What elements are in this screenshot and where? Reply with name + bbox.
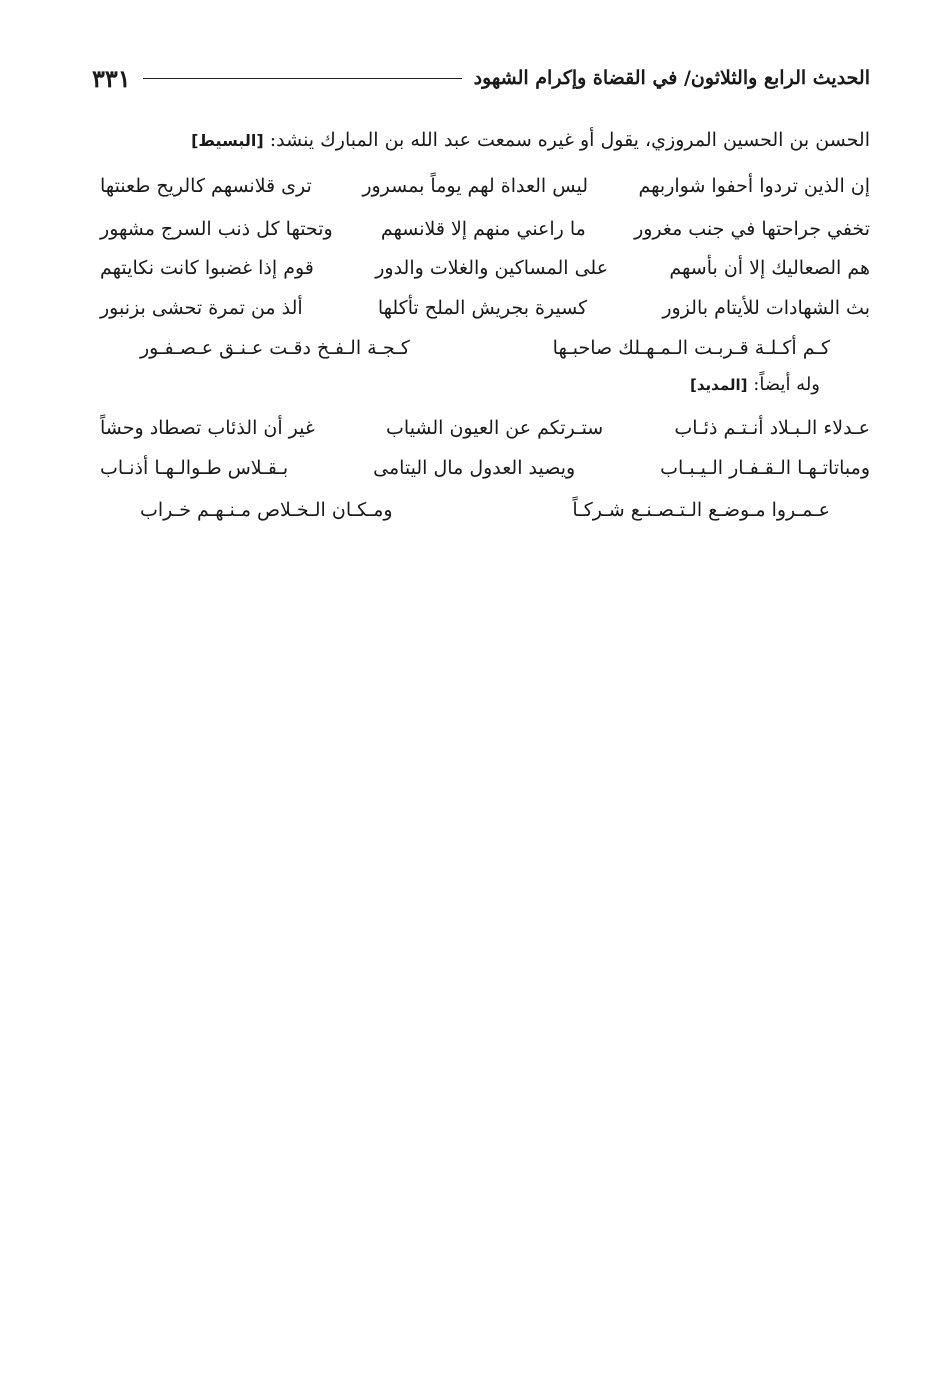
subheading-text: وله أيضاً: bbox=[753, 374, 820, 395]
header-rule bbox=[143, 78, 462, 79]
verse-row bbox=[100, 248, 870, 288]
header-title: الحديث الرابع والثلاثون/ في القضاة وإكرام الشهود bbox=[473, 67, 870, 89]
verse-hemistich-right: تخفي جراحتها في جنب مغرور bbox=[634, 218, 870, 240]
verse-row bbox=[100, 408, 870, 448]
verse-hemistich-left: ترى قلانسهم كالريح طعنتها bbox=[100, 175, 312, 197]
verse-hemistich-right: عـمـروا مـوضـع الـتـصـنـع شـركـاً bbox=[572, 499, 830, 521]
verse-hemistich-middle: ويصيد العدول مال اليتامى bbox=[373, 457, 576, 479]
verse-hemistich-left: قوم إذا غضبوا كانت نكايتهم bbox=[100, 257, 314, 279]
verse-row bbox=[100, 448, 870, 488]
verse-hemistich-left: كـجـة الـفـخ دقـت عـنـق عـصـفـور bbox=[140, 337, 410, 359]
verse-hemistich-left: وتحتها كل ذنب السرج مشهور bbox=[100, 218, 333, 240]
subheading-meter: [المديد] bbox=[690, 376, 748, 394]
verse-row bbox=[100, 166, 870, 206]
verse-hemistich-middle: ستـرتكم عن العيون الشياب bbox=[386, 417, 604, 439]
verse-hemistich-right: هم الصعاليك إلا أن بأسهم bbox=[669, 257, 870, 279]
verse-row-centered bbox=[140, 328, 830, 368]
verse-hemistich-middle: كسيرة بجريش الملح تأكلها bbox=[377, 297, 588, 319]
page-number: ٣٣١ bbox=[92, 63, 131, 93]
verse-hemistich-middle: على المساكين والغلات والدور bbox=[375, 257, 609, 279]
verse-hemistich-left: ومـكـان الـخـلاص مـنـهـم خـراب bbox=[140, 499, 393, 521]
subheading bbox=[100, 368, 820, 402]
verse-hemistich-right: ومباتاتـهـا الـقـفـار الـيـبـاب bbox=[660, 457, 870, 479]
intro-text: الحسن بن الحسين المروزي، يقول أو غيره سمعت عبد الله بن المبارك ينشد: bbox=[269, 129, 870, 151]
intro-line bbox=[100, 122, 870, 159]
verse-hemistich-left: بـقـلاس طـوالـهـا أذنـاب bbox=[100, 457, 289, 479]
verse-row-centered bbox=[140, 490, 830, 530]
verse-hemistich-left: غير أن الذئاب تصطاد وحشاً bbox=[100, 417, 315, 439]
verse-hemistich-middle: ليس العداة لهم يوماً بمسرور bbox=[362, 175, 588, 197]
verse-hemistich-right: كـم أكـلـة قـربـت الـمـهـلك صاحبـها bbox=[552, 337, 830, 359]
running-header bbox=[92, 60, 870, 96]
verse-row bbox=[100, 209, 870, 249]
verse-row bbox=[100, 288, 870, 328]
verse-hemistich-right: بث الشهادات للأيتام بالزور bbox=[662, 297, 870, 319]
verse-hemistich-left: ألذ من تمرة تحشى بزنبور bbox=[100, 297, 303, 319]
verse-hemistich-right: إن الذين تردوا أحفوا شواربهم bbox=[638, 175, 870, 197]
intro-meter: [البسيط] bbox=[191, 131, 264, 150]
verse-hemistich-right: عـدلاء الـبـلاد أنـتـم ذئـاب bbox=[674, 417, 870, 439]
verse-hemistich-middle: ما راعني منهم إلا قلانسهم bbox=[380, 218, 586, 240]
